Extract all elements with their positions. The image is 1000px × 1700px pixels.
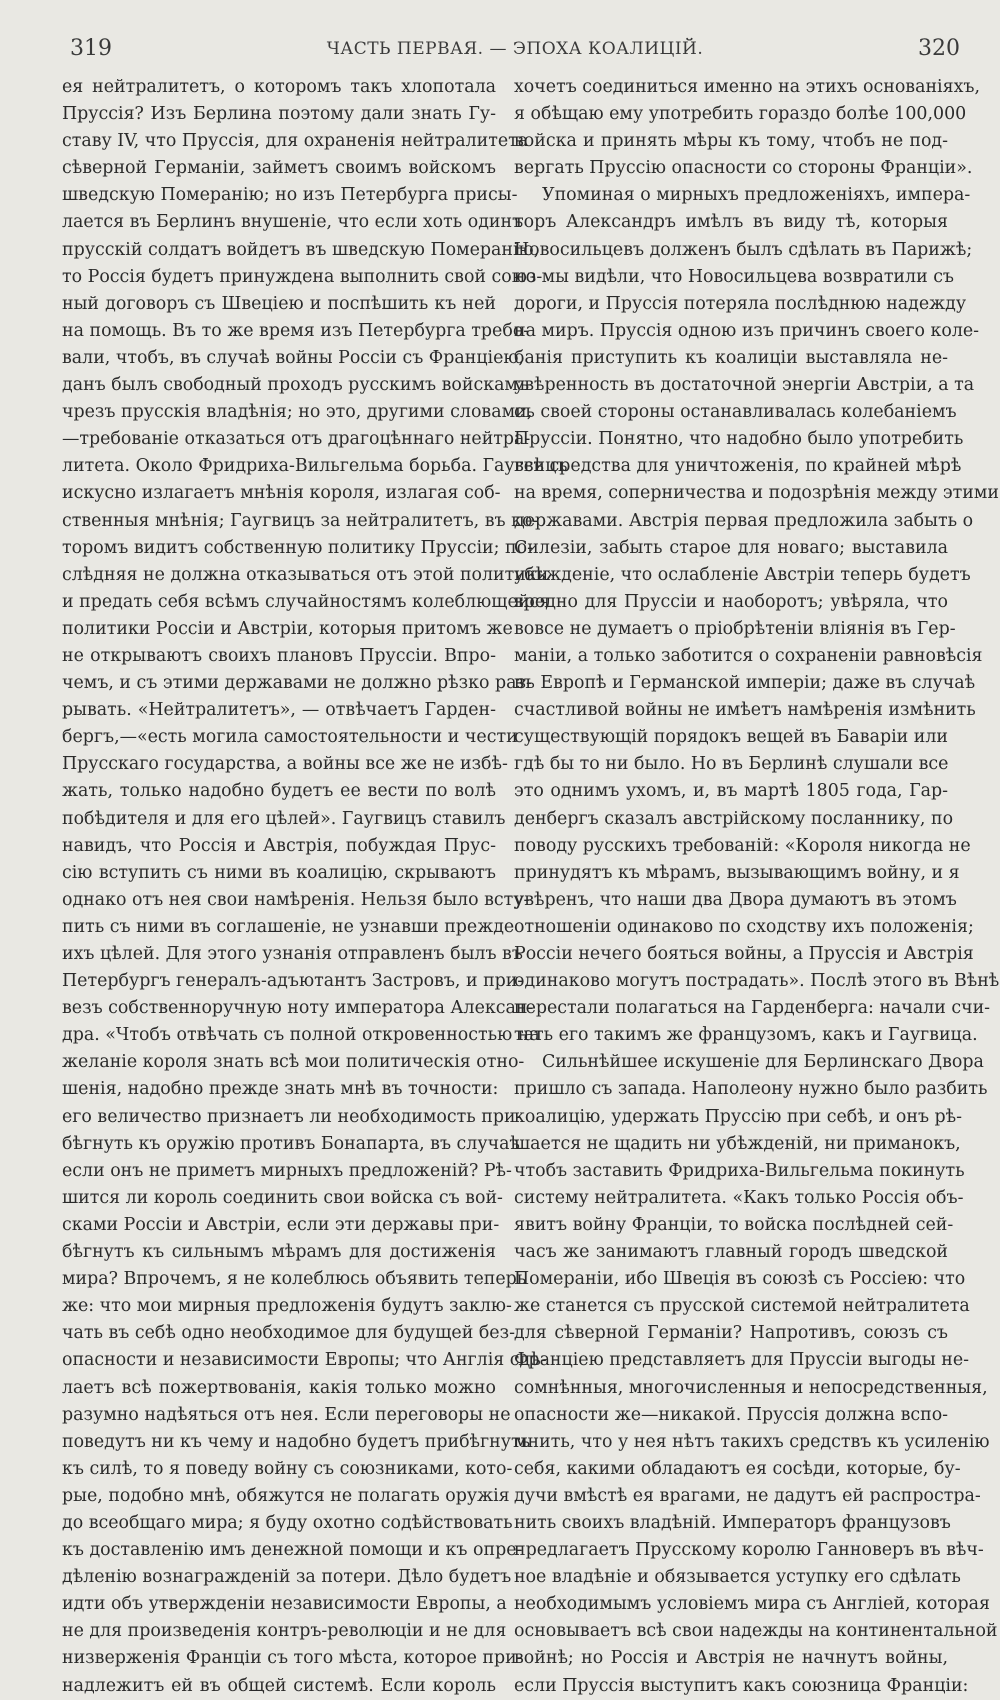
text-line: литета. Около Фридриха-Вильгельма борьба. Гаугвицъ (62, 456, 568, 477)
text-line: Пруссіи. Понятно, что надобно было употребить (514, 429, 964, 450)
text-line: вредно для Пруссіи и наоборотъ; увѣряла, что (514, 591, 948, 612)
text-line: чемъ, и съ этими державами не должно рѣзко раз- (62, 673, 532, 694)
text-line: чрезъ прусскія владѣнія; но это, другими словами, (62, 402, 533, 423)
text-line: Силезіи, забыть старое для новаго; выставила (514, 537, 948, 558)
text-line: необходимымъ условіемъ мира съ Англіей, которая (514, 1594, 990, 1615)
text-line: же: что мои мирныя предложенія будутъ заклю- (62, 1296, 512, 1317)
text-line: везъ собственноручную ноту императора Алексан- (62, 998, 534, 1019)
text-line: Прусскаго государства, а войны все же не избѣ- (62, 754, 508, 775)
running-title: ЧАСТЬ ПЕРВАЯ. — ЭПОХА КОАЛИЦІЙ. (326, 39, 704, 59)
text-line: пить съ ними въ соглашеніе, не узнавши прежде (62, 916, 515, 937)
text-line: всѣ средства для уничтоженія, по крайней мѣрѣ (514, 456, 962, 477)
text-line: низверженія Франціи съ того мѣста, которое при- (62, 1648, 523, 1669)
text-line: опасности же—никакой. Пруссія должна вспо- (514, 1404, 949, 1425)
text-line: ихъ цѣлей. Для этого узнанія отправленъ былъ въ (62, 944, 523, 964)
text-line: сѣверной Германіи, займетъ своимъ войскомъ (62, 158, 496, 179)
text-line: бергъ,—«есть могила самостоятельности и чести (62, 727, 518, 748)
text-line: ный договоръ съ Швеціею и поспѣшить къ ней (62, 293, 496, 314)
text-line: банія приступить къ коалиціи выставляла не- (514, 347, 948, 368)
text-line: не открываютъ своихъ плановъ Пруссіи. Впро- (62, 645, 496, 666)
text-line: бѣгнутъ къ сильнымъ мѣрамъ для достиженія (62, 1242, 496, 1263)
text-line: однако отъ нея свои намѣренія. Нельзя было всту- (62, 889, 530, 910)
text-line: надлежитъ ей въ общей системѣ. Если король (62, 1675, 496, 1696)
text-line: часъ же занимаютъ главный городъ шведской (514, 1242, 948, 1263)
text-line: отношеніи одинаково по сходству ихъ положенія; (514, 916, 974, 937)
text-line: нить своихъ владѣній. Императоръ французовъ (514, 1512, 951, 1533)
text-line: навидъ, что Россія и Австрія, побуждая Прус- (62, 835, 496, 856)
text-line: дѣленію вознагражденій за потери. Дѣло будетъ (62, 1567, 512, 1588)
text-line: Сильнѣйшее искушеніе для Берлинскаго Двора (542, 1052, 984, 1073)
text-line: систему нейтралитета. «Какъ только Россія объ- (514, 1187, 964, 1208)
text-line: для сѣверной Германіи? Напротивъ, союзъ съ (514, 1323, 948, 1344)
text-line: перестали полагаться на Гарденберга: начали счи- (514, 998, 991, 1019)
text-line: къ силѣ, то я поведу войну съ союзниками, кото- (62, 1458, 513, 1479)
text-line: основываетъ всѣ свои надежды на континентальной (514, 1621, 998, 1642)
text-line: жать, только надобно будетъ ее вести по волѣ (62, 781, 496, 802)
text-line: на время, соперничества и подозрѣнія между этими (514, 483, 999, 504)
text-line: шведскую Померанію; но изъ Петербурга присы- (62, 185, 518, 206)
text-line: торомъ видитъ собственную политику Пруссіи; по- (62, 537, 533, 558)
text-line: поведутъ ни къ чему и надобно будетъ прибѣгнуть (62, 1431, 531, 1452)
text-line: разумно надѣяться отъ нея. Если переговоры не (62, 1404, 511, 1425)
text-line: Франціею представляетъ для Пруссіи выгоды не- (514, 1350, 969, 1371)
text-line: войнѣ; но Россія и Австрія не начнутъ войны, (514, 1648, 948, 1669)
text-line: Россіи нечего бояться войны, а Пруссія и Австрія (514, 944, 974, 964)
text-line: сками Россіи и Австріи, если эти державы при- (62, 1214, 500, 1235)
text-line: пришло съ запада. Наполеону нужно было разбить (514, 1079, 988, 1100)
text-line: его величество признаетъ ли необходимость при- (62, 1106, 522, 1127)
text-line: это однимъ ухомъ, и, въ мартѣ 1805 года, Гар- (514, 781, 948, 802)
text-line: идти объ утвержденіи независимости Европы, а (62, 1594, 507, 1615)
text-line: опасности и независимости Европы; что Англія сдѣ- (62, 1350, 547, 1371)
text-line: тать его такимъ же французомъ, какъ и Гаугвица. (514, 1025, 978, 1046)
text-line: чать въ себѣ одно необходимое для будущей без- (62, 1323, 515, 1344)
text-line: хочетъ соединиться именно на этихъ основаніяхъ, (514, 77, 980, 97)
text-line: вергать Пруссію опасности со стороны Франціи». (514, 158, 973, 179)
text-line: дороги, и Пруссія потеряла послѣднюю надежду (514, 293, 967, 314)
text-line: шится ли король соединить свои войска съ вой- (62, 1187, 503, 1208)
right-text-column (514, 74, 1000, 1696)
text-line: политики Россіи и Австріи, которыя притомъ же (62, 618, 513, 639)
text-line: ное владѣніе и обязывается уступку его сдѣлать (514, 1567, 961, 1588)
text-line: лаетъ всѣ пожертвованія, какія только можно (62, 1377, 496, 1398)
text-line: маніи, а только заботится о сохраненіи равновѣсія (514, 645, 983, 666)
text-line: ставу IV, что Пруссія, для охраненія нейтралитета (62, 131, 529, 152)
text-line: желаніе короля знать всѣ мои политическія отно- (62, 1052, 525, 1073)
text-line: то Россія будетъ принуждена выполнить свой союз- (62, 266, 543, 287)
left-text-column (62, 74, 568, 1696)
text-line: лается въ Берлинъ внушеніе, что если хоть одинъ (62, 212, 524, 233)
text-line: если онъ не приметъ мирныхъ предложеній? Рѣ- (62, 1160, 512, 1181)
text-line: если Пруссія выступитъ какъ союзница Франціи: (514, 1675, 969, 1696)
text-line: гдѣ бы то ни было. Но въ Берлинѣ слушали все (514, 754, 949, 775)
text-line: существующій порядокъ вещей въ Баваріи или (514, 727, 949, 748)
text-line: рывать. «Нейтралитетъ», — отвѣчаетъ Гарден- (62, 700, 496, 721)
text-line: увѣренность въ достаточной энергіи Австріи, а та (514, 375, 975, 396)
text-line: бѣгнуть къ оружію противъ Бонапарта, въ случаѣ (62, 1133, 520, 1154)
text-line: Помераніи, ибо Швеція въ союзѣ съ Россіею: что (514, 1269, 966, 1290)
page-number-right: 320 (918, 36, 960, 61)
text-line: къ доставленію имъ денежной помощи и къ опре- (62, 1540, 523, 1561)
text-line: прусскій солдатъ войдетъ въ шведскую Померанію, (62, 239, 540, 260)
text-line: —требованіе отказаться отъ драгоцѣннаго нейтра- (62, 429, 531, 450)
text-line: счастливой войны не имѣетъ намѣренія измѣнить (514, 700, 976, 721)
text-line: ея нейтралитетъ, о которомъ такъ хлопотала (62, 77, 496, 97)
text-line: и предать себя всѣмъ случайностямъ колеблющейся (62, 591, 551, 612)
text-line: сомнѣнныя, многочисленныя и непосредственныя, (514, 1377, 988, 1398)
text-line: дучи вмѣстѣ ея врагами, не дадутъ ей распростра- (514, 1485, 981, 1506)
text-line: чтобъ заставить Фридриха-Вильгельма покинуть (514, 1160, 965, 1181)
text-line: мира? Впрочемъ, я не колеблюсь объявить теперь (62, 1269, 527, 1290)
text-line: коалицію, удержать Пруссію при себѣ, и онъ рѣ- (514, 1106, 963, 1127)
text-line: шается не щадить ни убѣжденій, ни приманокъ, (514, 1133, 961, 1154)
text-line: одинаково могутъ пострадать». Послѣ этого въ Вѣнѣ (514, 971, 1000, 992)
text-line: принудятъ къ мѣрамъ, вызывающимъ войну, и я (514, 862, 960, 883)
running-header (70, 36, 960, 66)
text-line: данъ былъ свободный проходъ русскимъ войскамъ (62, 375, 530, 396)
text-line: явитъ войну Франціи, то войска послѣдней сей- (514, 1214, 954, 1235)
text-line: я обѣщаю ему употребить гораздо болѣе 100,000 (514, 104, 967, 125)
page-number-left: 319 (70, 36, 112, 61)
text-line: поводу русскихъ требованій: «Короля никогда не (514, 835, 971, 856)
text-line: шенія, надобно прежде знать мнѣ въ точности: (62, 1079, 499, 1100)
text-line: съ своей стороны останавливалась колебаніемъ (514, 402, 957, 423)
text-line: же станется съ прусской системой нейтралитета (514, 1296, 970, 1317)
text-line: себя, какими обладаютъ ея сосѣди, которые, бу- (514, 1458, 961, 1479)
text-line: не для произведенія контръ-революціи и не для (62, 1621, 507, 1642)
text-line: вовсе не думаетъ о пріобрѣтеніи вліянія въ Гер- (514, 618, 956, 639)
text-line: Пруссія? Изъ Берлина поэтому дали знать Гу- (62, 104, 496, 125)
text-line: рые, подобно мнѣ, обяжутся не полагать оружія (62, 1485, 510, 1506)
text-line: на миръ. Пруссія одною изъ причинъ своего коле- (514, 320, 980, 341)
text-line: вали, чтобъ, въ случаѣ войны Россіи съ Франціею, (62, 347, 525, 368)
text-line: денбергъ сказалъ австрійскому посланнику, по (514, 808, 954, 829)
text-line: торъ Александръ имѣлъ въ виду тѣ, которыя (514, 212, 948, 233)
text-line: предлагаетъ Прусскому королю Ганноверъ въ вѣч- (514, 1540, 984, 1561)
text-line: побѣдителя и для его цѣлей». Гаугвицъ ставилъ (62, 808, 506, 829)
text-line: Новосильцевъ долженъ былъ сдѣлать въ Парижѣ; (514, 239, 973, 260)
text-line: ственныя мнѣнія; Гаугвицъ за нейтралитетъ, въ ко- (62, 510, 539, 531)
text-line: Петербургъ генералъ-адъютантъ Застровъ, и при- (62, 971, 524, 992)
text-line: слѣдняя не должна отказываться отъ этой политики (62, 564, 549, 585)
text-line: до всеобщаго мира; я буду охотно содѣйствовать (62, 1512, 513, 1533)
text-line: убѣжденіе, что ослабленіе Австріи теперь будетъ (514, 564, 971, 585)
text-line: державами. Австрія первая предложила забыть о (514, 510, 974, 531)
text-line: въ Европѣ и Германской имперіи; даже въ случаѣ (514, 673, 976, 694)
text-line: дра. «Чтобъ отвѣчать съ полной откровенностью на (62, 1025, 540, 1046)
text-line: мнить, что у нея нѣтъ такихъ средствъ къ усиленію (514, 1431, 990, 1452)
text-line: но мы видѣли, что Новосильцева возвратили съ (514, 266, 954, 287)
text-line: войска и принять мѣры къ тому, чтобъ не под- (514, 131, 948, 152)
text-line: Упоминая о мирныхъ предложеніяхъ, импера- (542, 185, 971, 206)
text-line: на помощь. Въ то же время изъ Петербурга требо- (62, 320, 530, 341)
text-line: увѣренъ, что наши два Двора думаютъ въ этомъ (514, 889, 957, 910)
text-line: искусно излагаетъ мнѣнія короля, излагая соб- (62, 483, 501, 504)
text-line: сію вступить съ ними въ коалицію, скрываютъ (62, 862, 496, 883)
